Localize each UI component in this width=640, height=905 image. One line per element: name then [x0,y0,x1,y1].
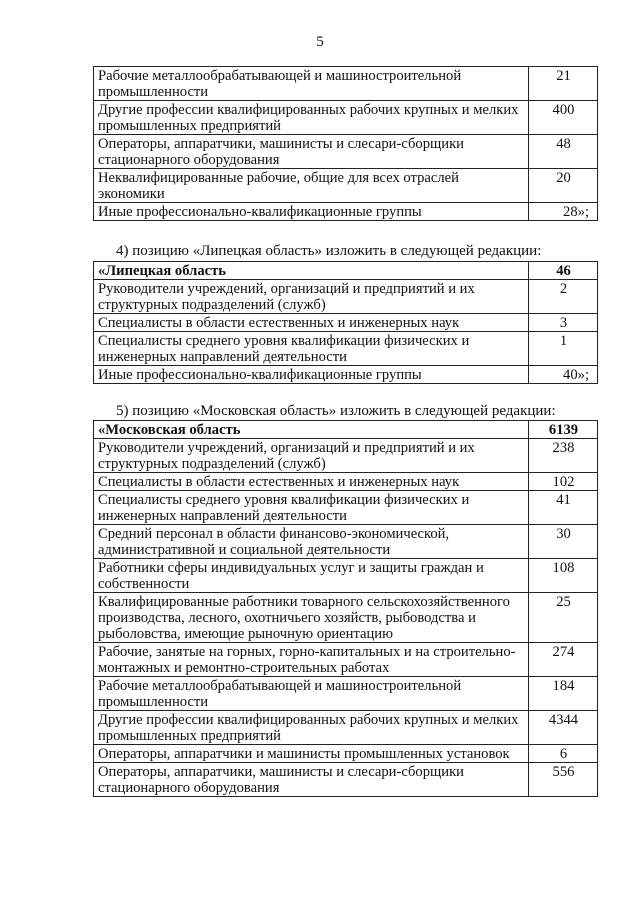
row-value: 30 [529,525,598,559]
table-row [94,203,598,221]
table-row [94,763,598,797]
row-value: 400 [529,101,598,135]
row-value: 102 [529,473,598,491]
row-value: 40»; [529,366,598,384]
row-value: 20 [529,169,598,203]
row-label: Иные профессионально-квалификационные группы [94,366,529,384]
row-label: Операторы, аппаратчики и машинисты промышленных установок [94,745,529,763]
table-continuation [93,66,598,221]
table-row [94,314,598,332]
row-label: Руководители учреждений, организаций и предприятий и их структурных подразделений (служб) [94,280,529,314]
row-label: Средний персонал в области финансово-экономической, административной и социальной деятельности [94,525,529,559]
row-value: 3 [529,314,598,332]
table-row [94,332,598,366]
table-row [94,491,598,525]
row-value: 184 [529,677,598,711]
table-row [94,169,598,203]
row-label: Специалисты среднего уровня квалификации физических и инженерных направлений деятельности [94,491,529,525]
table-row [94,439,598,473]
page-number: 5 [316,34,324,50]
row-value: 238 [529,439,598,473]
row-value: 21 [529,67,598,101]
region-name: «Московская область [94,421,529,439]
row-label: Рабочие металлообрабатывающей и машиностроительной промышленности [94,677,529,711]
table-lipetsk [93,261,598,384]
row-label: Иные профессионально-квалификационные группы [94,203,529,221]
table-row [94,101,598,135]
row-label: Руководители учреждений, организаций и предприятий и их структурных подразделений (служб) [94,439,529,473]
row-label: Специалисты среднего уровня квалификации физических и инженерных направлений деятельности [94,332,529,366]
table-row [94,745,598,763]
row-value: 28»; [529,203,598,221]
row-label: Другие профессии квалифицированных рабочих крупных и мелких промышленных предприятий [94,101,529,135]
row-value: 6 [529,745,598,763]
row-value: 4344 [529,711,598,745]
table-row [94,593,598,643]
row-label: Специалисты в области естественных и инженерных наук [94,314,529,332]
region-name: «Липецкая область [94,262,529,280]
section-4-intro: 4) позицию «Липецкая область» изложить в следующей редакции: [116,243,542,259]
table-row [94,67,598,101]
row-label: Рабочие, занятые на горных, горно-капитальных и на строительно-монтажных и ремонтно-строительных работах [94,643,529,677]
region-total: 6139 [529,421,598,439]
table-row [94,559,598,593]
row-label: Операторы, аппаратчики, машинисты и слесари-сборщики стационарного оборудования [94,763,529,797]
table-row [94,366,598,384]
row-value: 48 [529,135,598,169]
row-value: 556 [529,763,598,797]
row-label: Работники сферы индивидуальных услуг и защиты граждан и собственности [94,559,529,593]
row-value: 2 [529,280,598,314]
section-5-intro: 5) позицию «Московская область» изложить в следующей редакции: [116,403,556,419]
table-row [94,280,598,314]
row-value: 25 [529,593,598,643]
table-header-row [94,421,598,439]
table-row [94,677,598,711]
table-header-row [94,262,598,280]
table-moscow [93,420,598,797]
row-label: Неквалифицированные рабочие, общие для всех отраслей экономики [94,169,529,203]
table-row [94,711,598,745]
row-label: Другие профессии квалифицированных рабочих крупных и мелких промышленных предприятий [94,711,529,745]
row-label: Квалифицированные работники товарного сельскохозяйственного производства, лесного, охотничьего хозяйств, рыбоводства и рыболовства, имеющие рыночную ориентацию [94,593,529,643]
row-value: 274 [529,643,598,677]
row-label: Операторы, аппаратчики, машинисты и слесари-сборщики стационарного оборудования [94,135,529,169]
region-total: 46 [529,262,598,280]
table-row [94,525,598,559]
table-row [94,135,598,169]
row-label: Специалисты в области естественных и инженерных наук [94,473,529,491]
row-value: 1 [529,332,598,366]
row-value: 41 [529,491,598,525]
row-value: 108 [529,559,598,593]
table-row [94,643,598,677]
table-row [94,473,598,491]
row-label: Рабочие металлообрабатывающей и машиностроительной промышленности [94,67,529,101]
